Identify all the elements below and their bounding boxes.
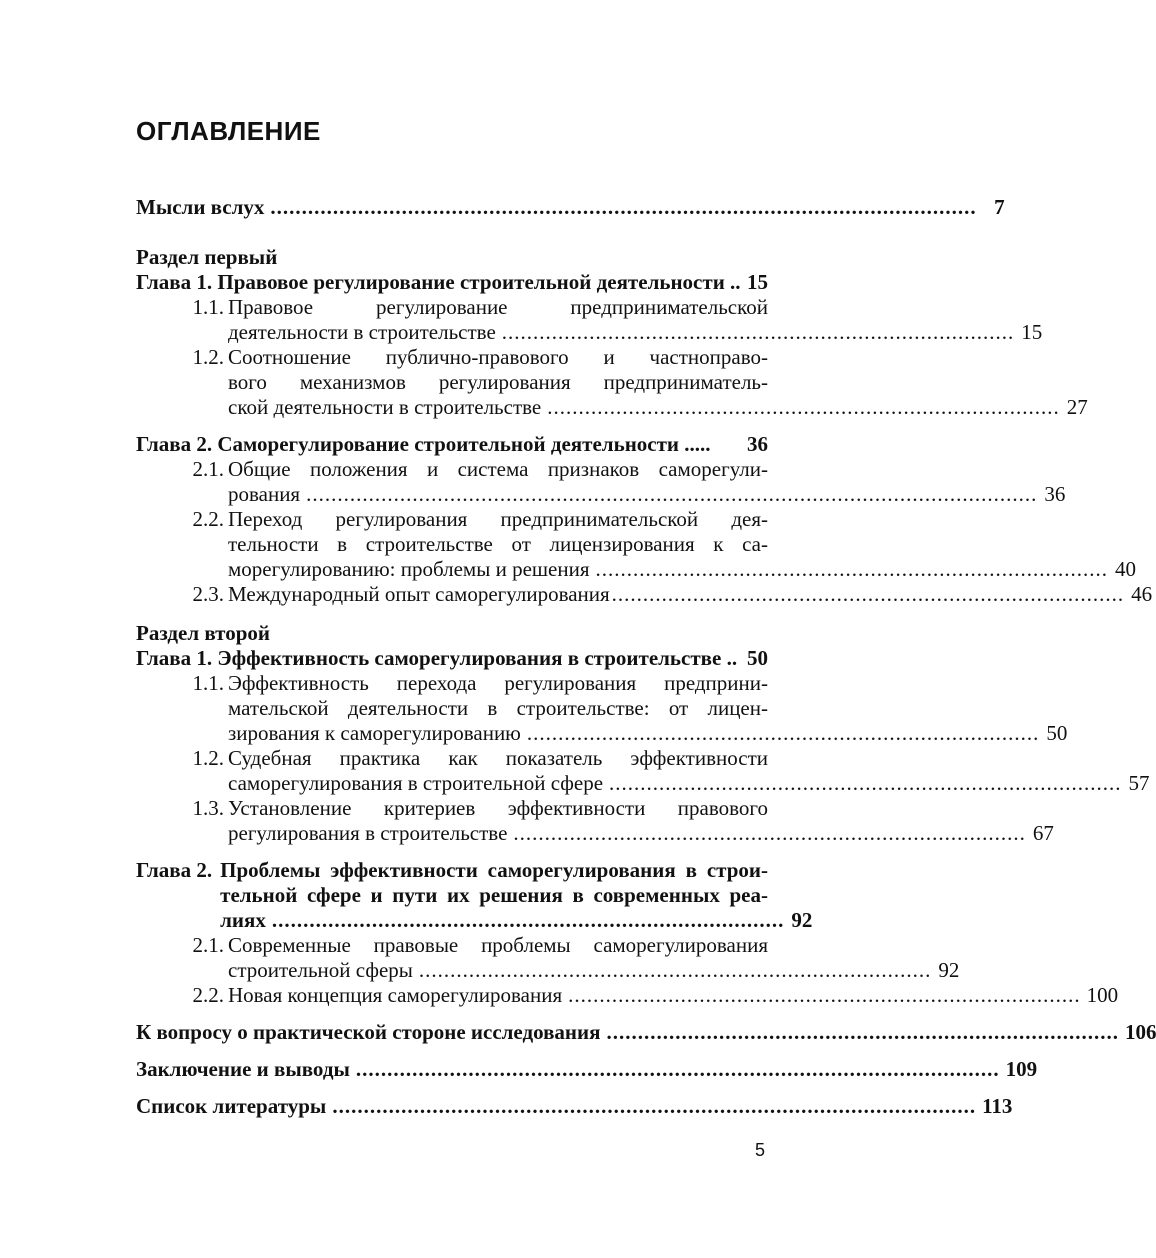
- subsection-line: Эффективность перехода регулирования предприни-: [228, 671, 768, 695]
- chapter-line: Проблемы эффективности саморегулирования в строи-: [220, 858, 768, 882]
- leader-dots: ..................................................................................: [609, 771, 1122, 795]
- toc-subsection-p2-1-1[interactable]: [136, 671, 1068, 746]
- toc-entry-title: Мысли вслух: [136, 195, 265, 219]
- toc-chapter-p1-ch2[interactable]: [136, 432, 768, 457]
- toc-entry-title: Список литературы: [136, 1094, 327, 1118]
- subsection-line: деятельности в строительстве: [228, 320, 496, 344]
- subsection-number: 1.1.: [192, 671, 224, 695]
- subsection-line: рования: [228, 482, 301, 506]
- subsection-number: 1.2.: [192, 746, 224, 770]
- leader-dots: ..................................................................................: [526, 721, 1040, 745]
- subsection-number: 1.1.: [192, 295, 224, 319]
- subsection-line: мательской деятельности в строительстве: от лицен-: [228, 696, 768, 720]
- leader-dots: ..................................................................................: [418, 958, 932, 982]
- toc-subsection-p2-1-3[interactable]: [136, 796, 1054, 846]
- leader-dots: ..................................................................................: [271, 908, 785, 932]
- page-number: 5: [755, 1140, 766, 1160]
- toc-entry-conclusion[interactable]: [136, 1057, 1038, 1082]
- page-ref: 40: [1115, 557, 1137, 581]
- toc-entry-title: Глава 1. Эффективность саморегулирования в строительстве ..: [136, 646, 738, 670]
- page-ref: 27: [1066, 395, 1088, 419]
- toc-subsection-p1-1-1[interactable]: [136, 295, 1043, 345]
- subsection-line: морегулированию: проблемы и решения: [228, 557, 590, 581]
- leader-dots: .......................................................................................................: [355, 1057, 1000, 1081]
- toc-entry-title: Глава 1. Правовое регулирование строительной деятельности ..: [136, 270, 741, 294]
- page-ref: 113: [982, 1094, 1013, 1118]
- subsection-line: регулирования в строительстве: [228, 821, 508, 845]
- page-ref: 15: [1021, 320, 1043, 344]
- leader-dots: .....................................................................................................................: [306, 482, 1038, 506]
- toc-subsection-p2-1-2[interactable]: [136, 746, 1150, 796]
- subsection-line: вого механизмов регулирования предприниматель-: [228, 370, 768, 394]
- subsection-line: Новая концепция саморегулирования: [228, 983, 563, 1007]
- toc-chapter-p2-ch1[interactable]: [136, 646, 768, 671]
- toc-chapter-p2-ch2[interactable]: [136, 858, 813, 933]
- toc-subsection-p1-2-2[interactable]: [136, 507, 1137, 582]
- toc-subsection-p1-2-3[interactable]: [136, 582, 1153, 607]
- subsection-number: 2.2.: [192, 983, 224, 1007]
- page-ref: 109: [1005, 1057, 1038, 1081]
- subsection-line: саморегулирования в строительной сфере: [228, 771, 604, 795]
- leader-dots: ..................................................................................: [547, 395, 1060, 419]
- leader-dots: ..................................................................................: [501, 320, 1015, 344]
- leader-dots: .......................................................................................................: [332, 1094, 977, 1118]
- subsection-number: 1.3.: [192, 796, 224, 820]
- page-ref: 57: [1128, 771, 1150, 795]
- leader-dots: ..................................................................................: [606, 1020, 1119, 1044]
- page-ref: 36: [747, 432, 768, 456]
- leader-dots: ..................................................................................: [568, 983, 1081, 1007]
- page-ref: 50: [1046, 721, 1068, 745]
- leader-dots: ..................................................................................: [513, 821, 1026, 845]
- page-ref: 36: [1044, 482, 1066, 506]
- toc-subsection-p2-2-2[interactable]: [136, 983, 1119, 1008]
- page-ref: 50: [747, 646, 768, 670]
- leader-dots: .................................................................................................................: [270, 195, 977, 219]
- subsection-line: Переход регулирования предпринимательской дея-: [228, 507, 768, 531]
- toc-chapter-p1-ch1[interactable]: [136, 270, 768, 295]
- toc-entry-foreword[interactable]: [136, 195, 1005, 220]
- subsection-line: тельности в строительстве от лицензирования к са-: [228, 532, 768, 556]
- page-ref: 46: [1131, 582, 1153, 606]
- subsection-line: Современные правовые проблемы саморегулирования: [228, 933, 768, 957]
- subsection-number: 1.2.: [192, 345, 224, 369]
- page-ref: 15: [747, 270, 768, 294]
- chapter-line: лиях: [220, 908, 266, 932]
- subsection-line: Судебная практика как показатель эффективности: [228, 746, 768, 770]
- subsection-line: ской деятельности в строительстве: [228, 395, 542, 419]
- page-ref: 67: [1032, 821, 1054, 845]
- subsection-line: Соотношение публично-правового и частноправо-: [228, 345, 768, 369]
- leader-dots: ..................................................................................: [611, 582, 1125, 606]
- toc-subsection-p1-1-2[interactable]: [136, 345, 1088, 420]
- toc-entry-title: Глава 2. Саморегулирование строительной деятельности .....: [136, 432, 711, 456]
- page-ref: 92: [791, 908, 813, 932]
- chapter-number: Глава 2.: [136, 858, 213, 882]
- subsection-line: строительной сферы: [228, 958, 413, 982]
- toc-subsection-p2-2-1[interactable]: [136, 933, 960, 983]
- toc-entry-practice[interactable]: [136, 1020, 1156, 1045]
- chapter-line: тельной сфере и пути их решения в современных реа-: [220, 883, 768, 907]
- table-of-contents: [136, 195, 1156, 1119]
- subsection-line: Правовое регулирование предпринимательской: [228, 295, 768, 319]
- toc-subsection-p1-2-1[interactable]: [136, 457, 1066, 507]
- page-title: ОГЛАВЛЕНИЕ: [136, 116, 321, 146]
- page-ref: 106: [1124, 1020, 1156, 1044]
- page-ref: 7: [994, 195, 1005, 219]
- subsection-number: 2.3.: [192, 582, 224, 606]
- subsection-number: 2.1.: [192, 933, 224, 957]
- subsection-line: Установление критериев эффективности правового: [228, 796, 768, 820]
- toc-entry-title: К вопросу о практической стороне исследования: [136, 1020, 601, 1044]
- toc-entry-title: Заключение и выводы: [136, 1057, 350, 1081]
- section-label-part2: Раздел второй: [136, 621, 270, 645]
- leader-dots: ..................................................................................: [595, 557, 1109, 581]
- page-ref: 100: [1086, 983, 1119, 1007]
- subsection-line: Международный опыт саморегулирования: [228, 582, 610, 606]
- subsection-number: 2.2.: [192, 507, 224, 531]
- section-label-part1: Раздел первый: [136, 245, 278, 269]
- subsection-line: зирования к саморегулированию: [228, 721, 521, 745]
- subsection-line: Общие положения и система признаков саморегули-: [228, 457, 768, 481]
- subsection-number: 2.1.: [192, 457, 224, 481]
- toc-entry-literature[interactable]: [136, 1094, 1013, 1119]
- page-ref: 92: [938, 958, 960, 982]
